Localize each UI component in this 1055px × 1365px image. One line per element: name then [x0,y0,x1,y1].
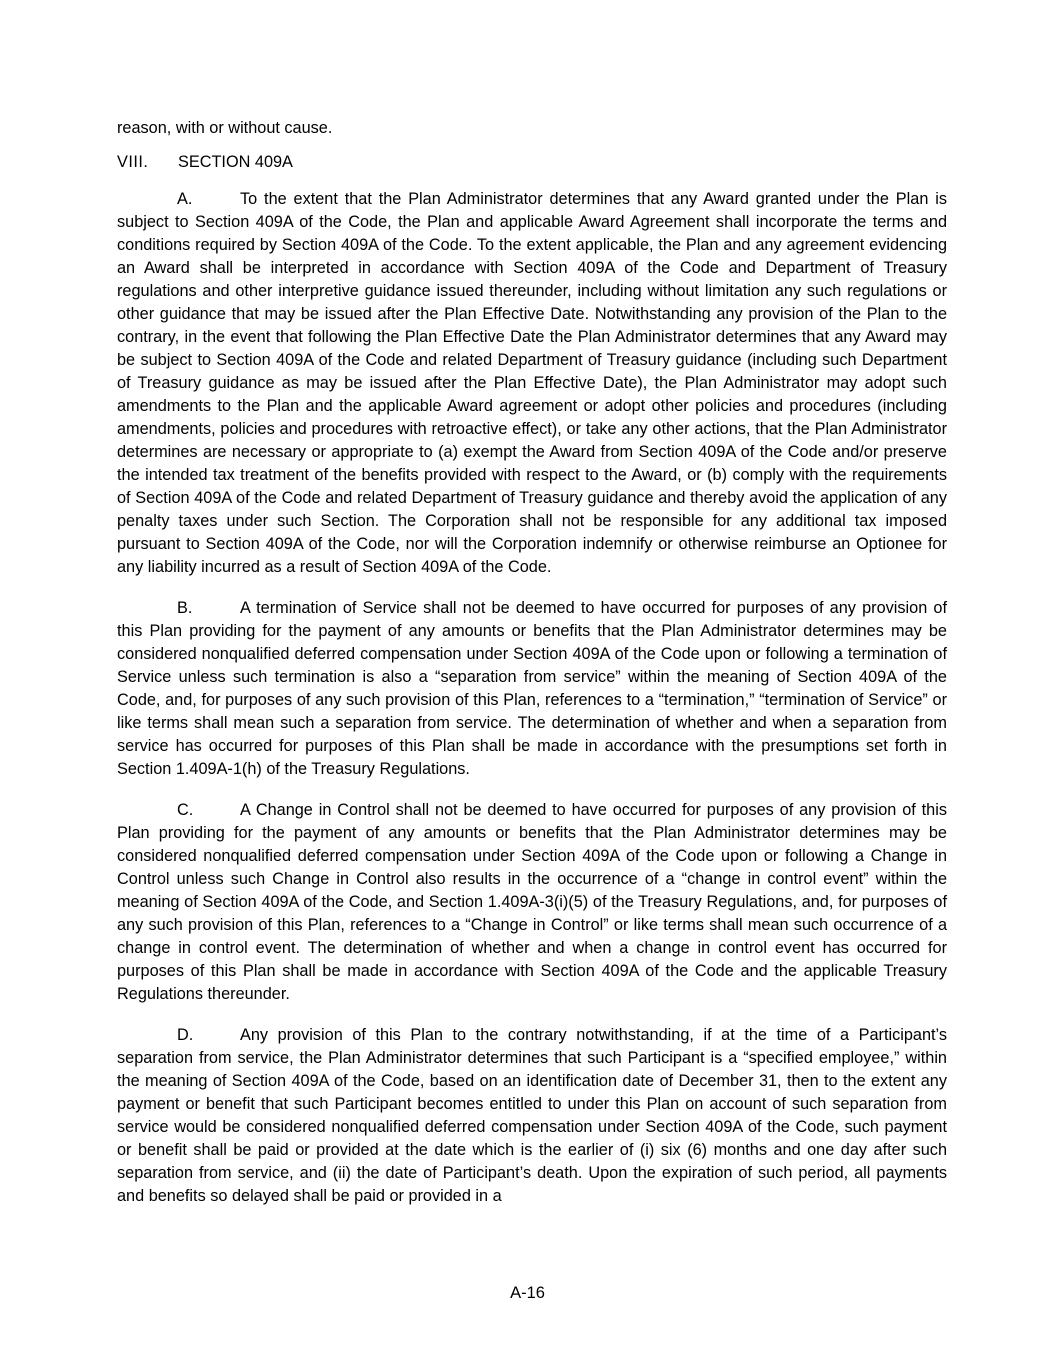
paragraph-d-letter: D. [177,1026,194,1044]
paragraph-c [117,799,947,1006]
paragraph-a [117,188,947,579]
section-heading [117,151,947,174]
section-number: VIII. [117,153,149,171]
continuation-line: reason, with or without cause. [117,119,333,137]
paragraph-d [117,1024,947,1208]
paragraph-c-text: A Change in Control shall not be deemed to have occurred for purposes of any provision of this Plan providing for the payment of any amounts or benefits that the Plan Administrator determines may be considered nonqualified deferred compensation under Section 409A of the Code upon or following a Change in Control unless such Change in Control also results in the occurrence of a “change in control event” within the meaning of Section 409A of the Code, and Section 1.409A-3(i)(5) of the Treasury Regulations, and, for purposes of any such provision of this Plan, references to a “Change in Control” or like terms shall mean such occurrence of a change in control event. The determination of whether and when a change in control event has occurred for purposes of this Plan shall be made in accordance with Section 409A of the Code and the applicable Treasury Regulations thereunder. [117,801,947,1003]
paragraph-b-text: A termination of Service shall not be deemed to have occurred for purposes of any provision of this Plan providing for the payment of any amounts or benefits that the Plan Administrator determines may be considered nonqualified deferred compensation under Section 409A of the Code upon or following a termination of Service unless such termination is also a “separation from service” within the meaning of Section 409A of the Code, and, for purposes of any such provision of this Plan, references to a “termination,” “termination of Service” or like terms shall mean such a separation from service. The determination of whether and when a separation from service has occurred for purposes of this Plan shall be made in accordance with the presumptions set forth in Section 1.409A-1(h) of the Treasury Regulations. [117,599,947,778]
paragraph-c-letter: C. [177,801,194,819]
section-title: SECTION 409A [178,153,293,171]
paragraph-b-letter: B. [177,599,193,617]
paragraph-a-letter: A. [177,190,193,208]
paragraph-a-text: To the extent that the Plan Administrator determines that any Award granted under the Plan is subject to Section 409A of the Code, the Plan and applicable Award Agreement shall incorporate the terms and conditions required by Section 409A of the Code. To the extent applicable, the Plan and any agreement evidencing an Award shall be interpreted in accordance with Section 409A of the Code and Department of Treasury regulations and other interpretive guidance issued thereunder, including without limitation any such regulations or other guidance that may be issued after the Plan Effective Date. Notwithstanding any provision of the Plan to the contrary, in the event that following the Plan Effective Date the Plan Administrator determines that any Award may be subject to Section 409A of the Code and related Department of Treasury guidance (including such Department of Treasury guidance as may be issued after the Plan Effective Date), the Plan Administrator may adopt such amendments to the Plan and the applicable Award agreement or adopt other policies and procedures (including amendments, policies and procedures with retroactive effect), or take any other actions, that the Plan Administrator determines are necessary or appropriate to (a) exempt the Award from Section 409A of the Code and/or preserve the intended tax treatment of the benefits provided with respect to the Award, or (b) comply with the requirements of Section 409A of the Code and related Department of Treasury guidance and thereby avoid the application of any penalty taxes under such Section. The Corporation shall not be responsible for any additional tax imposed pursuant to Section 409A of the Code, nor will the Corporation indemnify or otherwise reimburse an Optionee for any liability incurred as a result of Section 409A of the Code. [117,190,947,576]
document-body [117,117,947,1226]
page-number: A-16 [510,1284,545,1302]
paragraph-d-text: Any provision of this Plan to the contrary notwithstanding, if at the time of a Participant’s separation from service, the Plan Administrator determines that such Participant is a “specified employee,” within the meaning of Section 409A of the Code, based on an identification date of December 31, then to the extent any payment or benefit that such Participant becomes entitled to under this Plan on account of such separation from service would be considered nonqualified deferred compensation under Section 409A of the Code, such payment or benefit shall be paid or provided at the date which is the earlier of (i) six (6) months and one day after such separation from service, and (ii) the date of Participant’s death. Upon the expiration of such period, all payments and benefits so delayed shall be paid or provided in a [117,1026,947,1205]
paragraph-b [117,597,947,781]
